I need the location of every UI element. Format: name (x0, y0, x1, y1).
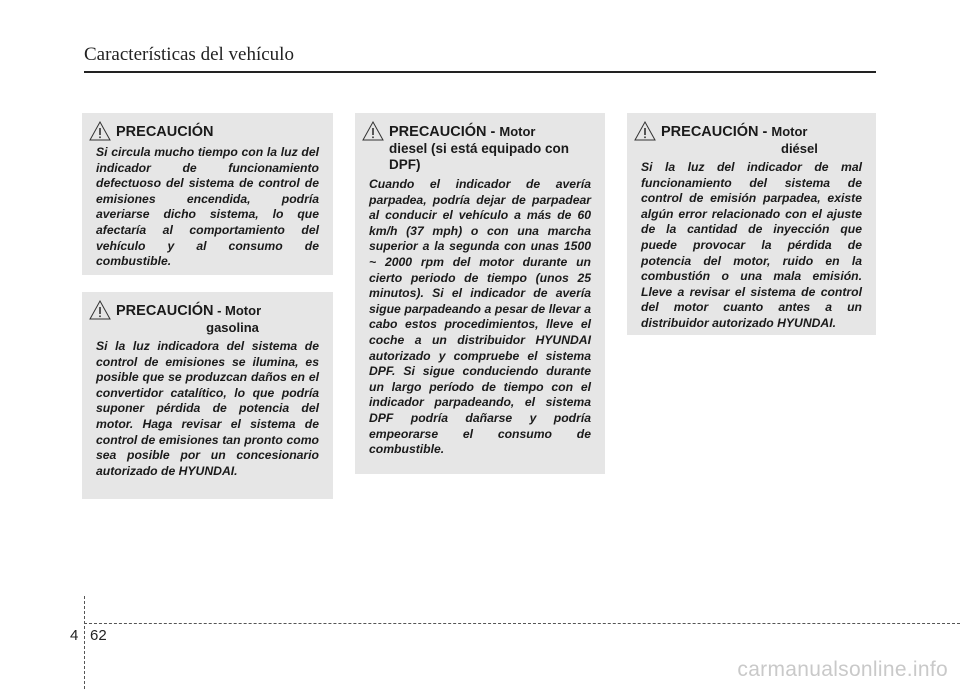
footer-vertical-rule (84, 596, 85, 689)
caution-heading-subject-cont: gasolina (206, 320, 259, 335)
watermark: carmanualsonline.info (737, 658, 948, 681)
caution-heading (641, 123, 862, 156)
warning-triangle-icon (88, 120, 112, 142)
caution-body-text: Si la luz indicadora del sistema de control de emisiones se ilumina, es posible que se produzcan daños en el convertidor catalítico, lo que podría suponer pérdida de potencia del motor. Haga revisar el sistema de control de emisiones tan pronto como sea posible por un concesionario autorizado de HYUNDAI. (96, 339, 319, 478)
caution-heading (96, 302, 319, 335)
caution-heading-label: PRECAUCIÓN (116, 124, 214, 140)
caution-heading-label: PRECAUCIÓN - (661, 124, 772, 140)
caution-box-gasoline (82, 292, 333, 499)
caution-body-text: Cuando el indicador de avería parpadea, podría dejar de parpadear al conducir el vehículo a más de 60 km/h (37 mph) o con una marcha superior a la segunda con unas 1500 ~ 2000 rpm del motor durante un cierto periodo de tiempo (unos 25 minutos). Si el indicador de avería sigue parpadeando a pesar de llevar a cabo estos procedimientos, lleve el coche a un distribuidor HYUNDAI autorizado y compruebe el sistema DPF. Si sigue conduciendo durante un largo período de tiempo con el indicador parpadeando, el sistema DPF podría dañarse y podría empeorarse el consumo de combustible. (369, 177, 591, 457)
caution-box-diesel-dpf (355, 113, 605, 474)
caution-heading-subject-cont: diésel (781, 141, 818, 156)
page-number: 62 (90, 627, 107, 644)
page-header-title: Características del vehículo (84, 44, 294, 65)
caution-heading-subject: Motor (771, 124, 808, 139)
caution-body-text: Si circula mucho tiempo con la luz del indicador de funcionamiento defectuoso del sistema de control de emisiones encendida, podría averiarse dicho sistema, lo que afectaría al comportamiento del vehículo y al consumo de combustible. (96, 145, 319, 269)
warning-triangle-icon (88, 299, 112, 321)
caution-heading-subject: Motor (499, 124, 536, 139)
caution-box-diesel (627, 113, 876, 335)
header-rule (84, 71, 876, 73)
caution-heading (96, 123, 319, 141)
caution-heading-subject-cont: diesel (si está equipado con DPF) (389, 141, 570, 172)
chapter-number: 4 (70, 627, 79, 644)
caution-box-general (82, 113, 333, 275)
caution-heading-subject: - Motor (213, 303, 262, 318)
caution-heading-label: PRECAUCIÓN (116, 303, 214, 319)
caution-body-text: Si la luz del indicador de mal funcionamiento del sistema de control de emisión parpadea, existe algún error relacionado con el ajuste de la cantidad de inyección que puede provocar la pérdida de potencia del motor, ruido en la combustión o una mala emisión. Lleve a revisar el sistema de control del motor cuanto antes a un distribuidor autorizado HYUNDAI. (641, 160, 862, 330)
caution-heading-label: PRECAUCIÓN - (389, 124, 500, 140)
warning-triangle-icon (633, 120, 657, 142)
caution-heading (369, 123, 591, 173)
warning-triangle-icon (361, 120, 385, 142)
footer-horizontal-rule (84, 623, 960, 624)
